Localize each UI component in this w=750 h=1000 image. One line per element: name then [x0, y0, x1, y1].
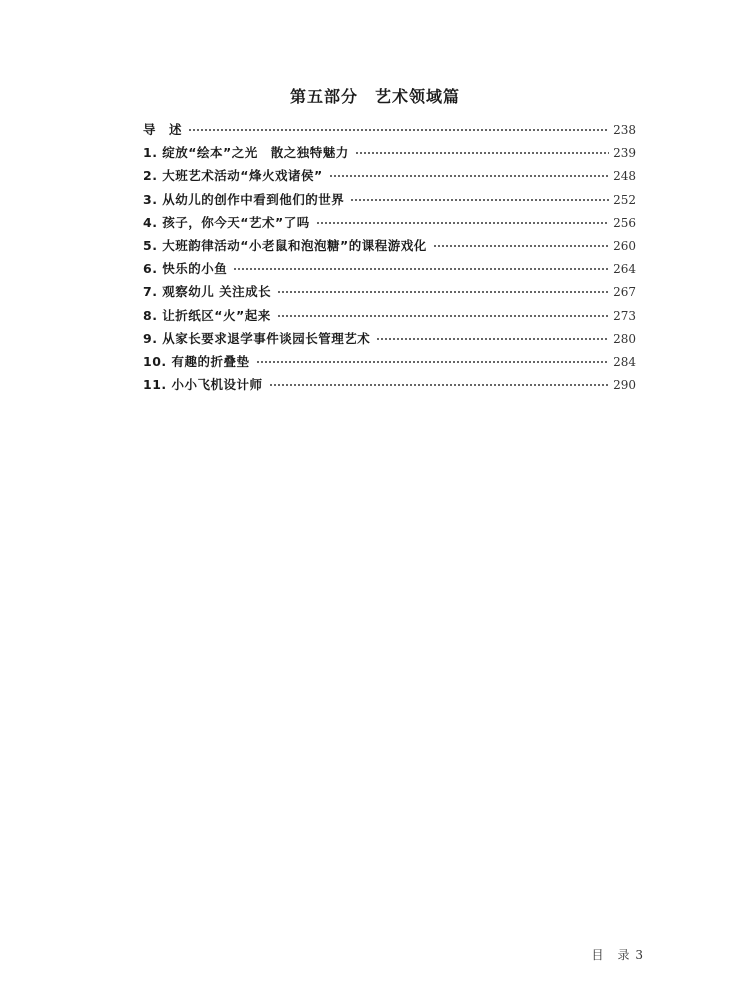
dot-leader: [350, 199, 609, 201]
section-title: 第五部分 艺术领域篇: [289, 87, 460, 106]
dot-leader: [355, 152, 609, 154]
toc-entry[interactable]: [143, 257, 636, 280]
toc-entry[interactable]: [143, 373, 636, 396]
toc-entry[interactable]: [143, 304, 636, 327]
dot-leader: [277, 291, 609, 293]
toc-entry[interactable]: [143, 118, 636, 141]
toc-entry-page: 248: [613, 169, 636, 184]
toc-entry-page: 273: [613, 308, 636, 323]
toc-entry-page: 280: [613, 331, 636, 346]
toc-entry-title: 9. 从家长要求退学事件谈园长管理艺术: [143, 330, 371, 346]
toc-entry-title: 7. 观察幼儿 关注成长: [143, 284, 272, 300]
toc-entry[interactable]: [143, 234, 636, 257]
toc-entry-page: 238: [613, 123, 636, 137]
toc-entry-title: 4. 孩子，你今天“艺术”了吗: [143, 214, 310, 230]
toc-entry[interactable]: [143, 350, 636, 373]
toc-entry-page: 256: [613, 215, 636, 230]
toc-entry-title: 3. 从幼儿的创作中看到他们的世界: [143, 191, 345, 207]
dot-leader: [233, 268, 609, 270]
toc-entry[interactable]: [143, 188, 636, 211]
toc-entry-title: 5. 大班韵律活动“小老鼠和泡泡糖”的课程游戏化: [143, 237, 427, 253]
toc-entry[interactable]: [143, 141, 636, 164]
toc-entry[interactable]: [143, 280, 636, 303]
dot-leader: [433, 245, 609, 247]
toc-entry-title: 6. 快乐的小鱼: [143, 261, 228, 277]
toc-entry-title: 10. 有趣的折叠垫: [143, 353, 250, 369]
toc-entry-title: 11. 小小飞机设计师: [143, 377, 263, 393]
table-of-contents: [143, 118, 636, 396]
dot-leader: [269, 384, 610, 386]
dot-leader: [316, 222, 609, 224]
toc-entry-title: 8. 让折纸区“火”起来: [143, 307, 271, 323]
toc-entry[interactable]: [143, 327, 636, 350]
toc-entry-page: 267: [613, 285, 636, 300]
dot-leader: [277, 315, 609, 317]
toc-entry-page: 290: [613, 378, 636, 393]
dot-leader: [329, 175, 609, 177]
toc-entry-page: 284: [613, 354, 636, 369]
toc-entry-title: 导 述: [143, 122, 183, 137]
page-footer: 目 录 3: [591, 948, 644, 962]
toc-entry-page: 252: [613, 192, 636, 207]
toc-entry-title: 1. 绽放“绘本”之光 散之独特魅力: [143, 145, 349, 161]
toc-entry[interactable]: [143, 164, 636, 187]
toc-entry-page: 264: [613, 262, 636, 277]
toc-entry-page: 260: [613, 238, 636, 253]
toc-entry[interactable]: [143, 211, 636, 234]
toc-entry-title: 2. 大班艺术活动“烽火戏诸侯”: [143, 168, 323, 184]
dot-leader: [188, 129, 609, 131]
toc-entry-page: 239: [613, 146, 636, 161]
dot-leader: [376, 338, 609, 340]
dot-leader: [256, 361, 610, 363]
